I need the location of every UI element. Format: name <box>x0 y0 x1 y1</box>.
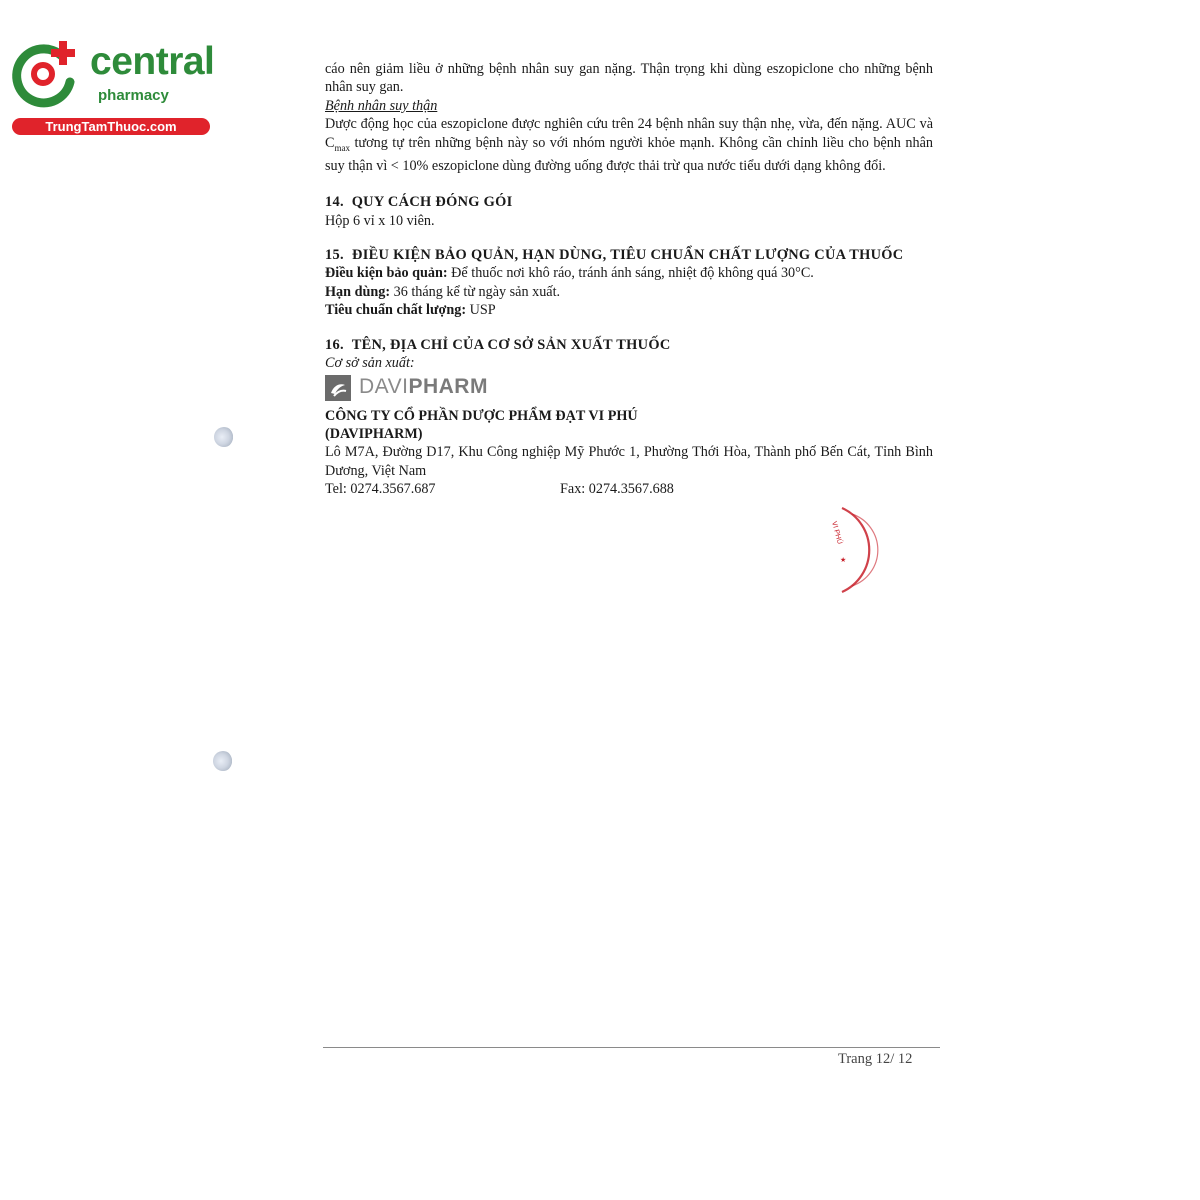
expiry-line: Hạn dùng: 36 tháng kể từ ngày sản xuất. <box>325 283 561 300</box>
renal-paragraph: Dược động học của eszopiclone được nghiên cứu trên 24 bệnh nhân suy thận nhẹ, vừa, đến nặng. AUC và $C_{max}$ tương tự trên những bệnh này so với nhóm người khỏe mạnh. Không cần chỉnh liều cho bệnh nhân suy thận vì < 10% eszopiclone dùng đường uống được thải trừ qua nước tiểu dưới dạng không đổi. <box>325 116 933 174</box>
davipharm-logo: DAVIPHARM <box>325 375 933 401</box>
renal-subheading: Bệnh nhân suy thận <box>325 97 438 114</box>
brand-name: central <box>90 40 215 83</box>
pharmacy-cross-icon <box>10 38 80 108</box>
company-name: CÔNG TY CỔ PHẦN DƯỢC PHẨM ĐẠT VI PHÚ <box>325 407 638 424</box>
section-16-heading: 16. TÊN, ĐỊA CHỈ CỦA CƠ SỞ SẢN XUẤT THUỐC <box>325 336 671 353</box>
producer-label: Cơ sở sản xuất: <box>325 355 415 372</box>
svg-text:★: ★ <box>840 557 847 564</box>
section-14-heading: 14. QUY CÁCH ĐÓNG GÓI <box>325 194 513 211</box>
page-number: Trang 12/ 12 <box>838 1051 913 1067</box>
punch-hole <box>214 427 234 447</box>
fax-number: Fax: 0274.3567.688 <box>560 481 674 498</box>
central-pharmacy-logo <box>10 38 215 138</box>
company-seal-stamp <box>820 500 880 600</box>
punch-hole <box>213 751 233 771</box>
packaging-text: Hộp 6 vỉ x 10 viên. <box>325 212 435 229</box>
standard-line: Tiêu chuẩn chất lượng: USP <box>325 302 496 319</box>
contact-line <box>325 480 933 498</box>
document-body <box>325 60 933 499</box>
brand-url: TrungTamThuoc.com <box>12 118 210 135</box>
company-address: Lô M7A, Đường D17, Khu Công nghiệp Mỹ Phước 1, Phường Thới Hòa, Thành phố Bến Cát, Tỉnh Bình Dương, Việt Nam <box>325 444 933 479</box>
intro-paragraph: cáo nên giảm liều ở những bệnh nhân suy gan nặng. Thận trọng khi dùng eszopiclone cho những bệnh nhân suy gan. <box>325 61 933 96</box>
footer-divider <box>323 1047 940 1048</box>
davipharm-mark-icon <box>325 375 351 401</box>
company-short-name: (DAVIPHARM) <box>325 425 423 442</box>
storage-line: Điều kiện bảo quản: Để thuốc nơi khô ráo, tránh ánh sáng, nhiệt độ không quá 30°C. <box>325 265 814 282</box>
section-15-heading: 15. ĐIỀU KIỆN BẢO QUẢN, HẠN DÙNG, TIÊU CHUẨN CHẤT LƯỢNG CỦA THUỐC <box>325 247 904 264</box>
tel-number: Tel: 0274.3567.687 <box>325 481 436 498</box>
brand-subtitle: pharmacy <box>98 87 169 104</box>
svg-text:VI PHÚ: VI PHÚ <box>830 520 843 546</box>
